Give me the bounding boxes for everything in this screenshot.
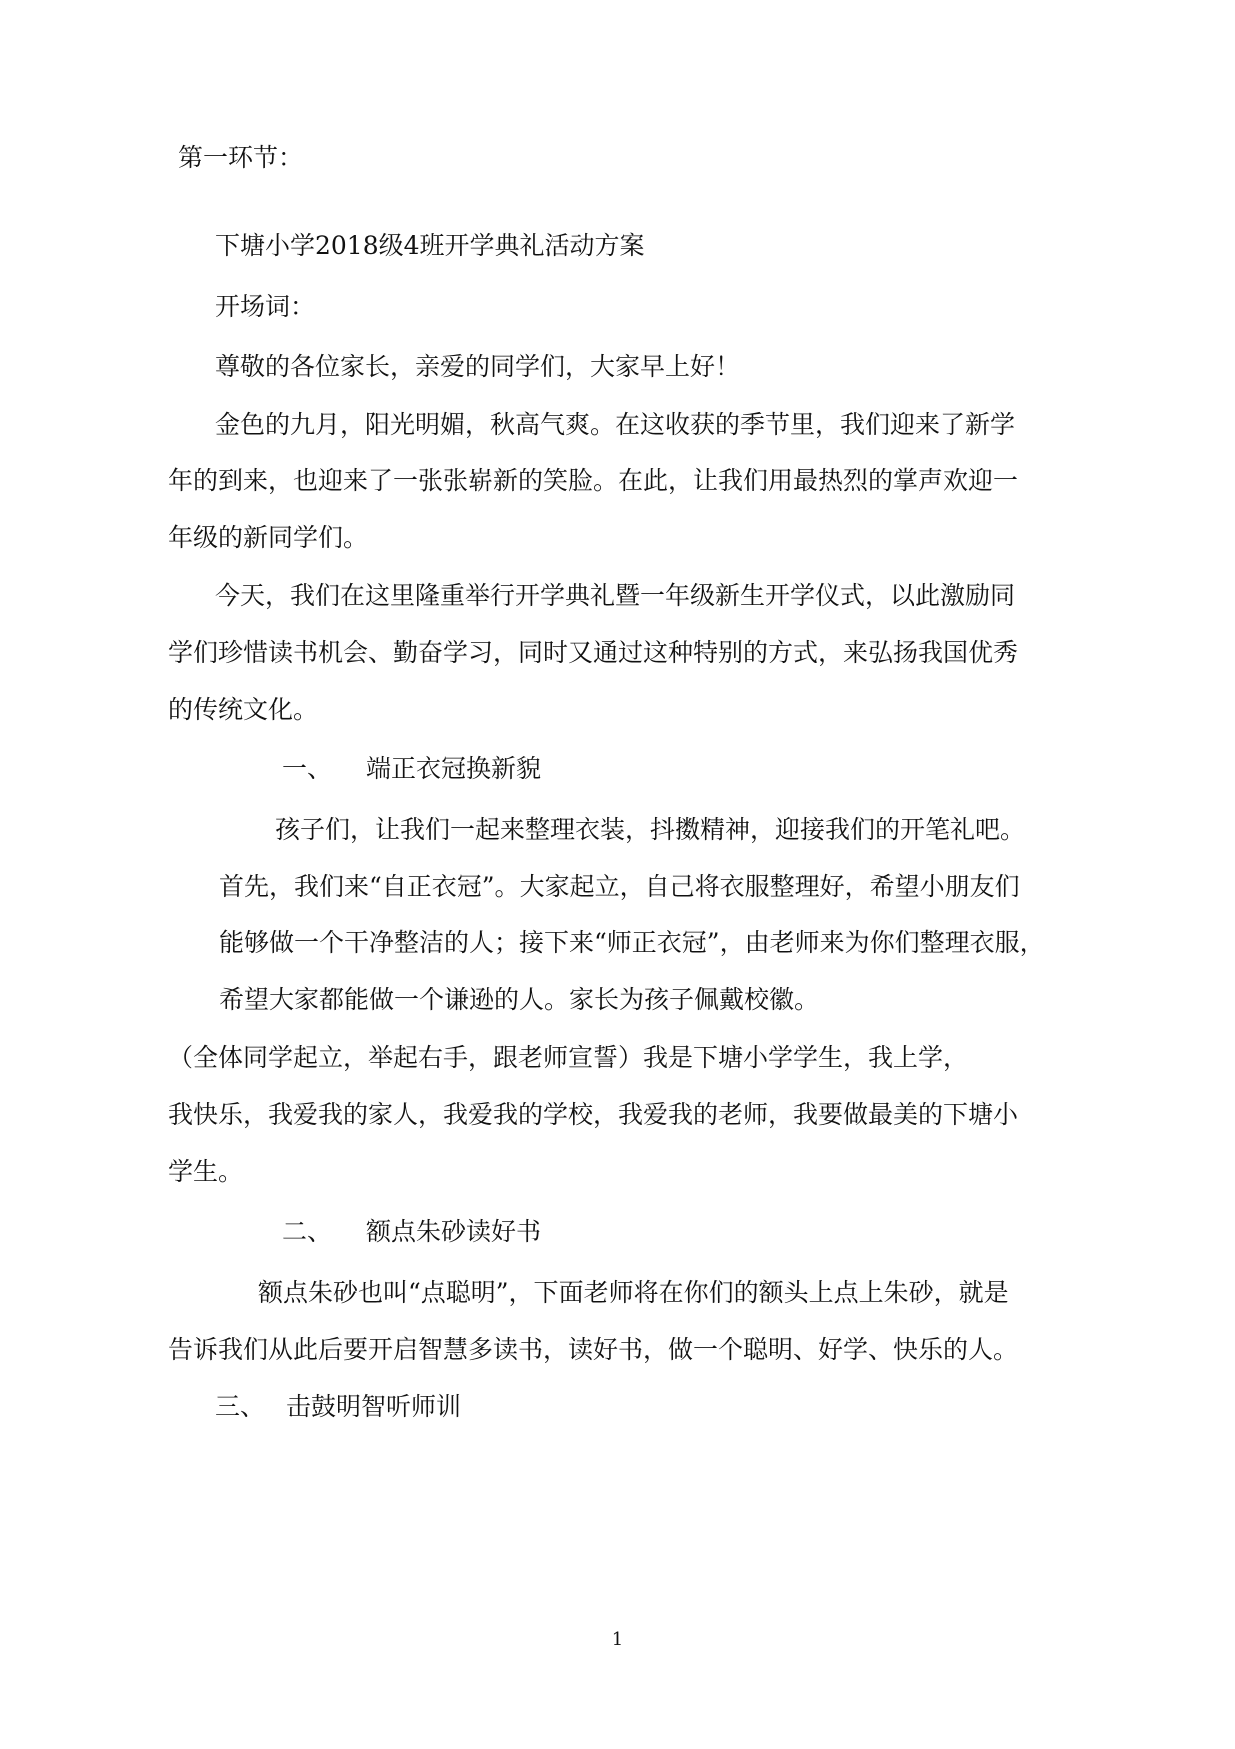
section2-line: 额点朱砂也叫“点聪明”，下面老师将在你们的额头上点上朱砂，就是 <box>258 1278 1009 1307</box>
section-label: 第一环节： <box>178 143 304 172</box>
oath-line: 我快乐，我爱我的家人，我爱我的学校，我爱我的老师，我要做最美的下塘小 <box>168 1100 1019 1129</box>
document-title: 下塘小学2018级4班开学典礼活动方案 <box>215 231 645 260</box>
para1-line: 年的到来，也迎来了一张张崭新的笑脸。在此，让我们用最热烈的掌声欢迎一 <box>168 466 1019 495</box>
oath-line: 学生。 <box>168 1157 244 1186</box>
oath-line: （全体同学起立，举起右手，跟老师宣誓）我是下塘小学学生，我上学， <box>168 1043 969 1072</box>
section1-line: 希望大家都能做一个谦逊的人。家长为孩子佩戴校徽。 <box>219 985 820 1014</box>
section2-number: 二、 <box>282 1217 333 1246</box>
para1-line: 年级的新同学们。 <box>168 523 369 552</box>
para2-line: 的传统文化。 <box>168 695 319 724</box>
para2-line: 今天，我们在这里隆重举行开学典礼暨一年级新生开学仪式，以此激励同 <box>215 581 1016 610</box>
section2-line: 告诉我们从此后要开启智慧多读书，读好书，做一个聪明、好学、快乐的人。 <box>168 1335 1019 1364</box>
section1-number: 一、 <box>282 754 333 783</box>
opening-label: 开场词： <box>215 292 316 321</box>
section3-heading: 击鼓明智听师训 <box>286 1392 462 1421</box>
section1-heading: 端正衣冠换新貌 <box>366 754 542 783</box>
para2-line: 学们珍惜读书机会、勤奋学习，同时又通过这种特别的方式，来弘扬我国优秀 <box>168 638 1019 667</box>
para1-line: 金色的九月，阳光明媚，秋高气爽。在这收获的季节里，我们迎来了新学 <box>215 410 1016 439</box>
section2-heading: 额点朱砂读好书 <box>366 1217 542 1246</box>
section1-line: 能够做一个干净整洁的人；接下来“师正衣冠”，由老师来为你们整理衣服， <box>219 928 1045 957</box>
page-number: 1 <box>611 1629 624 1650</box>
section3-number: 三、 <box>215 1392 266 1421</box>
section1-line: 孩子们，让我们一起来整理衣装，抖擞精神，迎接我们的开笔礼吧。 <box>275 815 1026 844</box>
greeting: 尊敬的各位家长，亲爱的同学们，大家早上好！ <box>215 352 741 381</box>
section1-line: 首先，我们来“自正衣冠”。大家起立，自己将衣服整理好，希望小朋友们 <box>219 872 1020 901</box>
